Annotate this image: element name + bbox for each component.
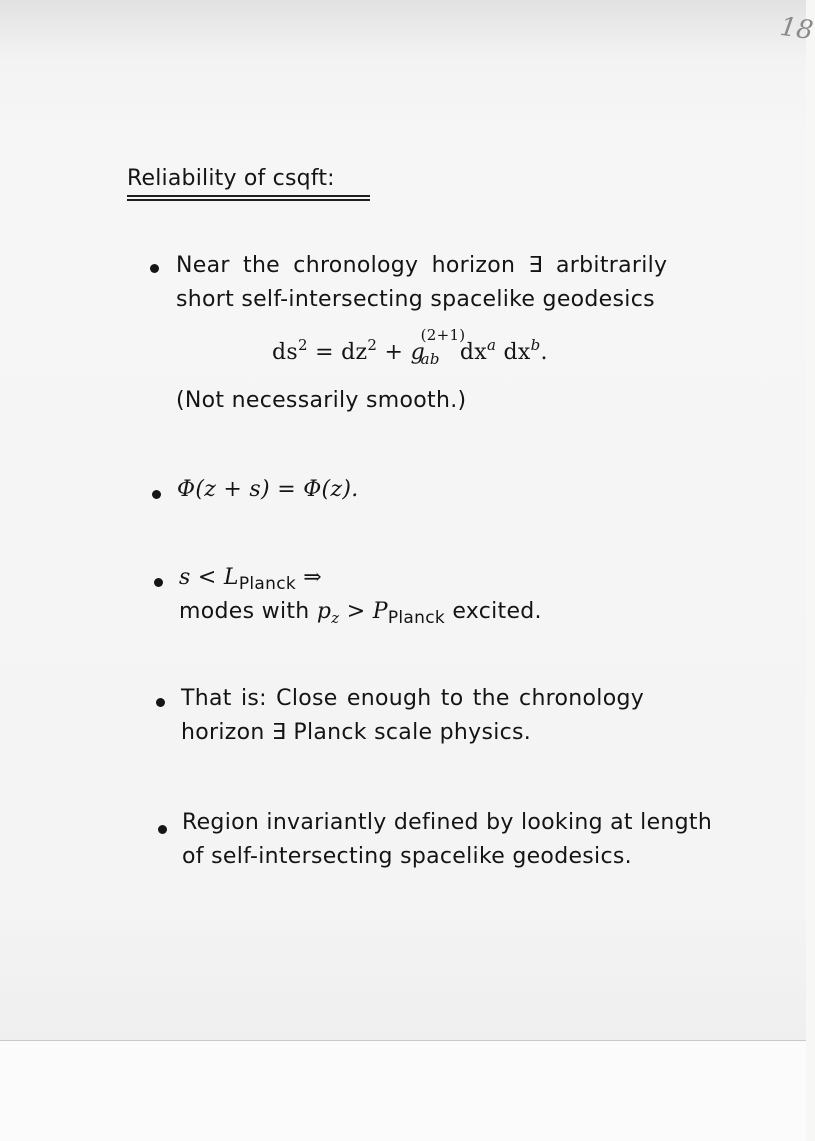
eq-ds: ds [272,340,298,365]
bullet3-greater-P: > P [339,599,388,624]
bullet-dot [152,490,161,499]
eq-dxa: dx [452,340,487,365]
bullet3-planck-subscript-2: Planck [387,608,446,628]
metric-equation [272,326,548,368]
bullet1-line2: short self-intersecting spacelike geodesics [176,287,655,312]
bullet4-line1: That is: Close enough to the chronology [181,686,645,711]
bullet2-formula: Φ(z + s) = Φ(z). [177,477,359,502]
bullet3-excited: excited. [445,599,542,624]
bullet5-line2: of self-intersecting spacelike geodesics. [182,844,632,869]
bullet5-line1: Region invariantly defined by looking at length [182,810,713,835]
bullet-dot [158,825,167,834]
eq-g-subscript: ab [420,350,440,368]
bullet1-line3: (Not necessarily smooth.) [176,388,467,413]
slide-heading: Reliability of csqft: [127,166,335,191]
bullet3-z-subscript: z [331,609,340,627]
eq-b-index: b [530,336,541,354]
eq-a-index: a [486,336,497,354]
eq-period: . [540,340,548,365]
page-bottom-edge [0,1040,806,1141]
eq-ds-exponent: 2 [297,336,308,354]
bullet-dot [156,698,165,707]
bullet4-line2: horizon ∃ Planck scale physics. [181,720,532,745]
eq-plus: + [377,340,411,365]
page-number: 18 [778,11,815,47]
heading-underline-second [127,199,370,201]
bullet3-p: p [316,599,332,624]
eq-dz-exponent: 2 [367,336,378,354]
eq-metric-g [410,326,466,368]
eq-g: g [410,340,425,365]
bullet3-line1 [179,565,323,594]
bullet-dot [154,578,163,587]
eq-g-superscript: (2+1) [420,326,466,344]
bullet1-line1: Near the chronology horizon ∃ arbitrarily [176,253,668,278]
bullet-dot [150,264,159,273]
bullet3-modes-text: modes with [179,599,317,624]
bullet3-implies: ⇒ [296,565,323,590]
eq-dxb: dx [496,340,531,365]
bullet3-line2 [179,599,542,628]
bullet3-s-less-L: s < L [179,565,239,590]
heading-underline [127,195,370,197]
bullet3-planck-subscript: Planck [238,574,296,594]
eq-equals-dz: = dz [307,340,368,365]
